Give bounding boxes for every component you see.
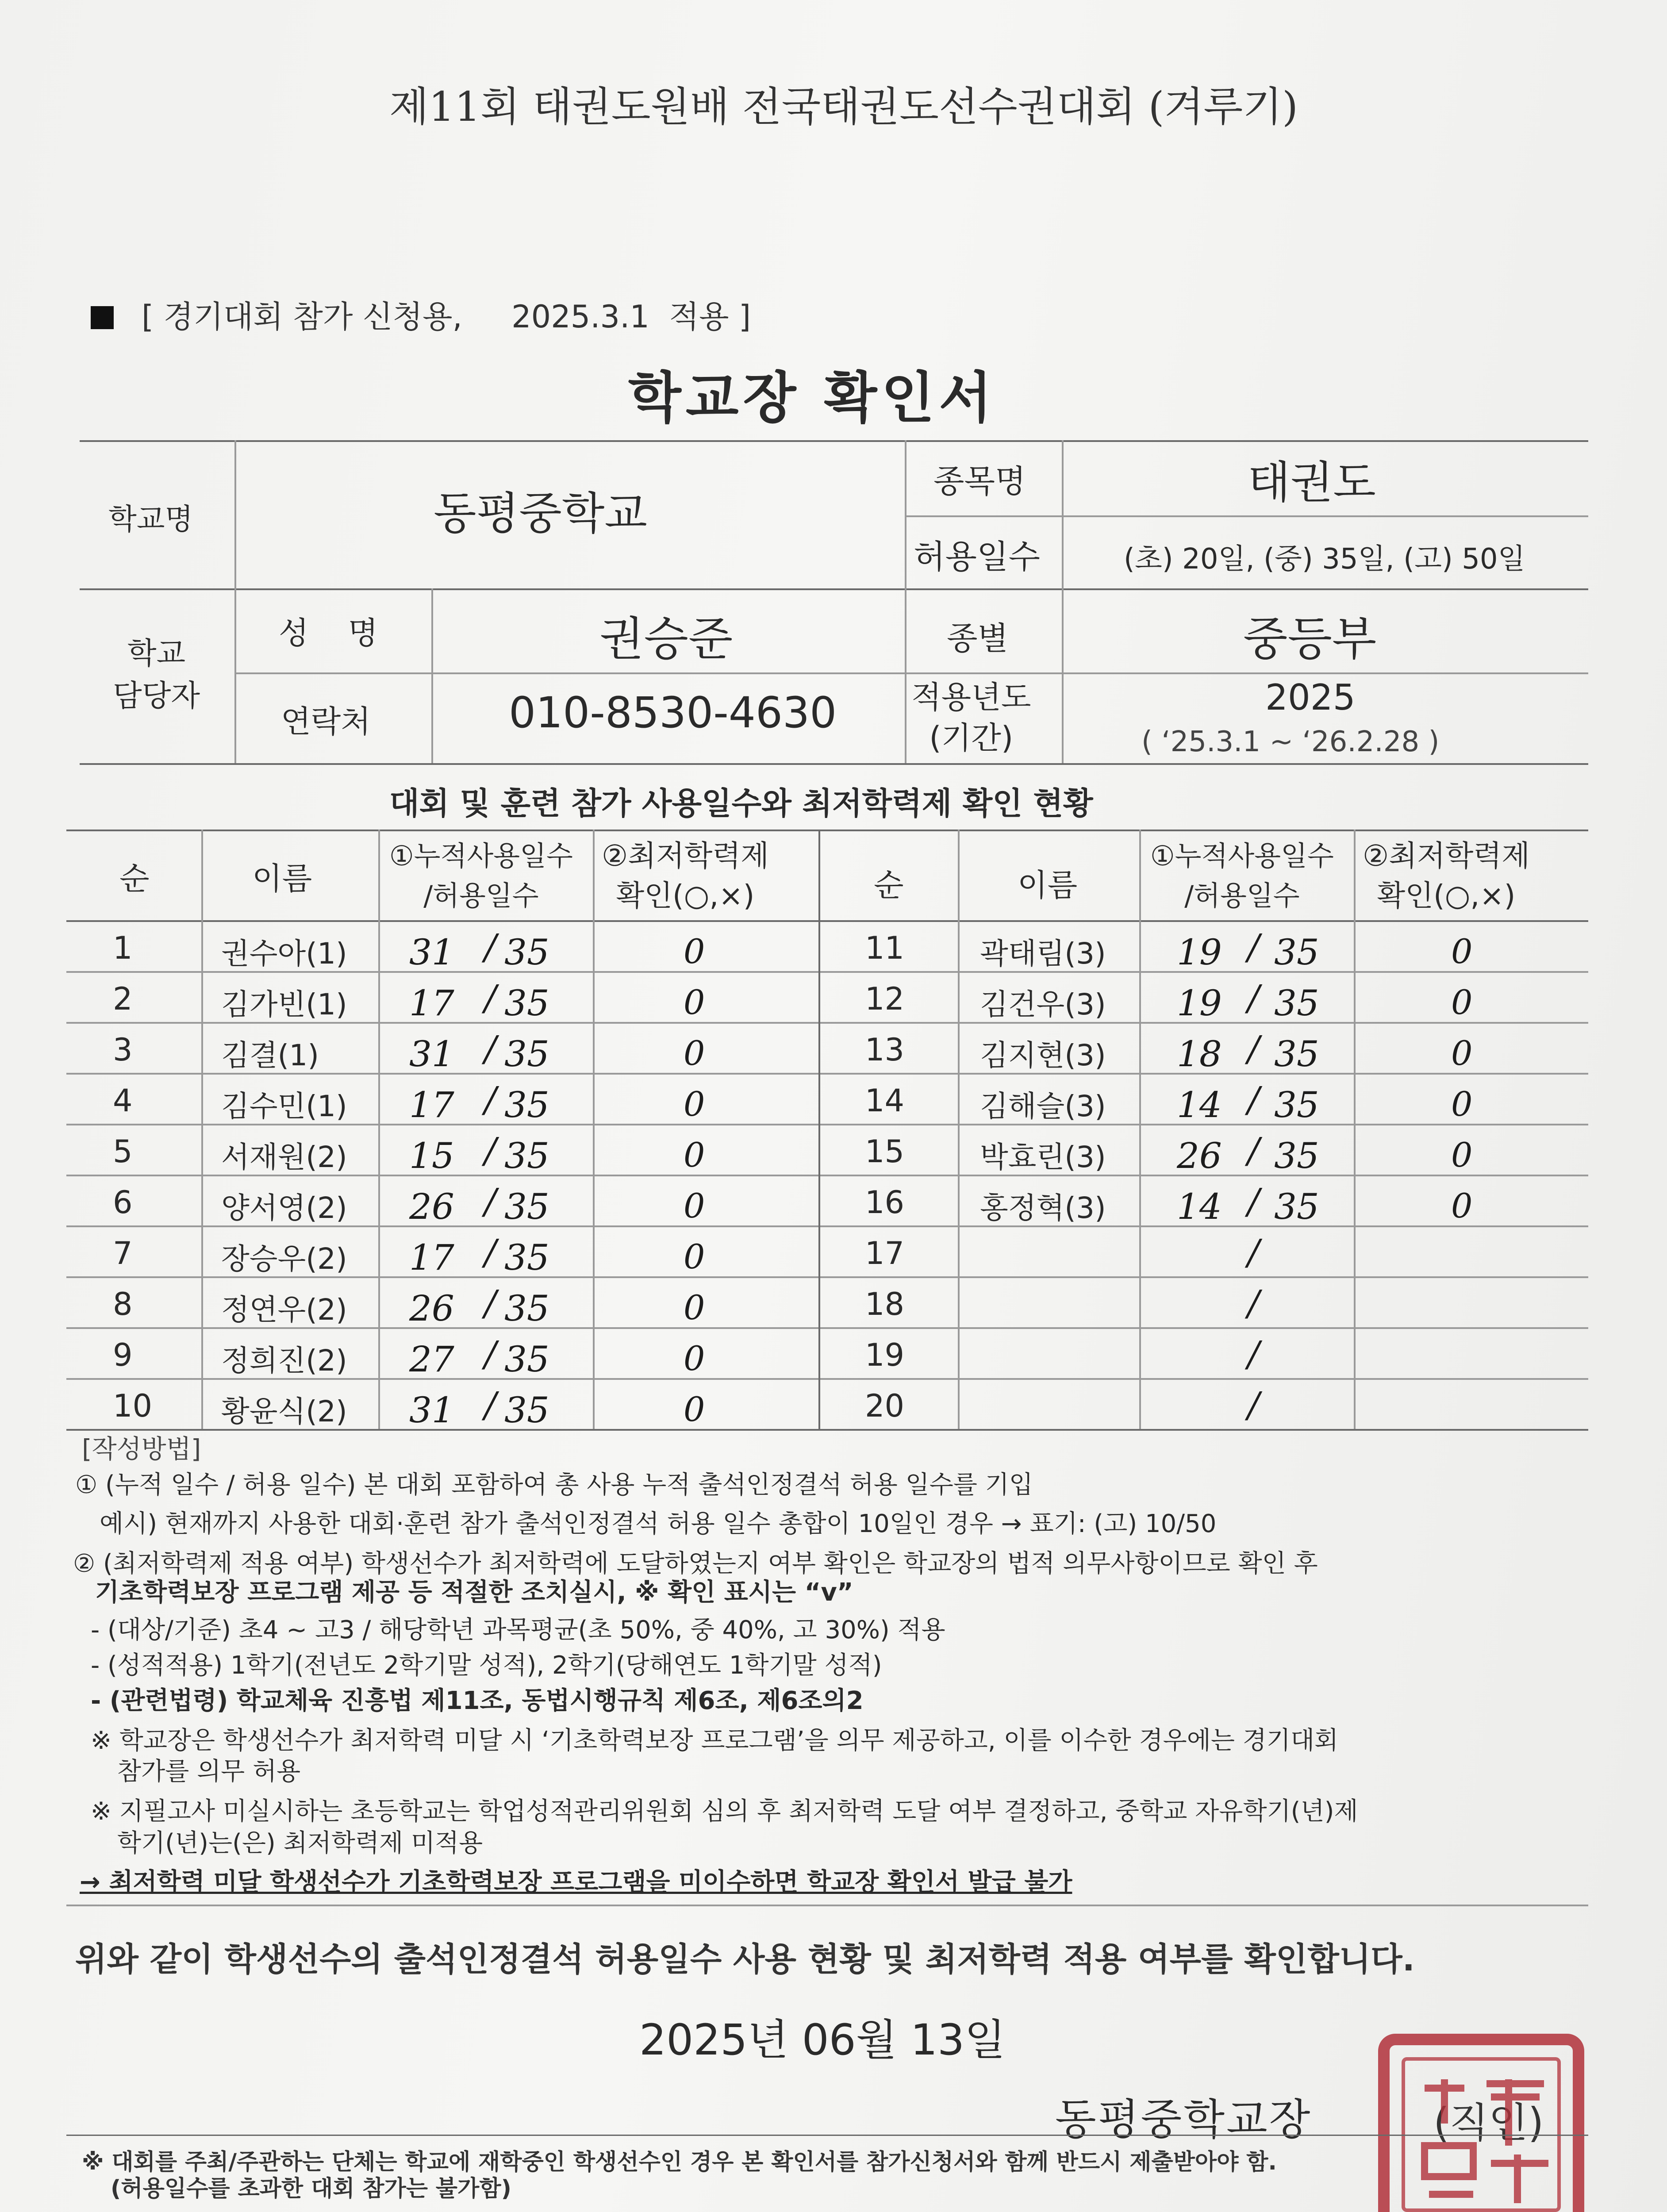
event-value: 태권도 <box>1248 457 1376 508</box>
form-note: [ 경기대회 참가 신청용, 2025.3.1 적용 ] <box>142 299 751 335</box>
min-academic-check: 0 <box>684 1033 705 1073</box>
confirmation-statement: 위와 같이 학생선수의 출석인정결석 허용일수 사용 현황 및 최저학력 적용 여부를 확인합니다. <box>75 1940 1415 1978</box>
table-col-rule <box>378 830 380 1429</box>
row-number: 2 <box>113 981 133 1017</box>
used-days: 26 <box>1177 1135 1222 1176</box>
row-number: 5 <box>113 1133 133 1170</box>
col-header-days-line-1: ①누적사용일수 <box>1150 840 1334 872</box>
allowed-days: 35 <box>504 1186 549 1227</box>
used-days: 19 <box>1177 932 1222 973</box>
allowed-days: 35 <box>504 1084 549 1125</box>
slash-separator: / <box>484 1079 496 1120</box>
col-header-no: 순 <box>119 860 150 897</box>
used-days: 19 <box>1177 983 1222 1024</box>
row-number: 17 <box>865 1235 905 1271</box>
col-header-name: 이름 <box>1018 867 1078 903</box>
student-name: 김지현(3) <box>980 1038 1106 1072</box>
school-seal-stamp <box>1376 2031 1588 2212</box>
instruction-line: 예시) 현재까지 사용한 대회·훈련 참가 출석인정결석 허용 일수 총합이 10일인 경우 → 표기: (고) 10/50 <box>100 1509 1217 1538</box>
used-days: 14 <box>1177 1186 1222 1227</box>
row-number: 4 <box>113 1083 133 1119</box>
slash-separator: / <box>1248 977 1260 1018</box>
instruction-line: → 최저학력 미달 학생선수가 기초학력보장 프로그램을 미이수하면 학교장 확인서 발급 불가 <box>80 1868 1072 1897</box>
allowed-days: 35 <box>504 983 549 1024</box>
col-header-days-line-2: /허용일수 <box>1184 879 1300 912</box>
min-academic-check: 0 <box>1451 1135 1473 1175</box>
table-col-rule <box>593 830 595 1429</box>
student-name: 권수아(1) <box>221 937 347 971</box>
min-academic-check: 0 <box>684 983 705 1022</box>
allowed-days: 35 <box>1274 1135 1319 1176</box>
row-number: 11 <box>865 930 905 966</box>
row-number: 10 <box>113 1388 153 1424</box>
col-header-check <box>1363 836 1530 916</box>
used-days: 18 <box>1177 1033 1222 1075</box>
student-name: 김해슬(3) <box>980 1089 1106 1123</box>
school-label: 학교명 <box>108 502 193 536</box>
instruction-line: ※ 학교장은 학생선수가 최저학력 미달 시 ‘기초학력보장 프로그램’을 의무 제공하고, 이를 이수한 경우에는 경기대회 <box>91 1726 1339 1755</box>
table-caption: 대회 및 훈련 참가 사용일수와 최저학력제 확인 현황 <box>389 785 1093 822</box>
used-days: 17 <box>409 983 454 1024</box>
info-rule <box>80 588 1588 590</box>
slash-separator: / <box>1248 926 1260 968</box>
min-academic-check: 0 <box>684 1084 705 1124</box>
table-col-rule <box>1354 830 1356 1429</box>
col-header-days <box>389 836 573 916</box>
min-academic-check: 0 <box>1451 932 1473 971</box>
slash-separator: / <box>1248 1130 1260 1171</box>
footer-note-1: ※ 대회를 주최/주관하는 단체는 학교에 재학중인 학생선수인 경우 본 확인서를 참가신청서와 함께 반드시 제출받아야 함. <box>82 2149 1277 2175</box>
allowed-days: 35 <box>504 932 549 973</box>
used-days: 15 <box>409 1135 454 1176</box>
col-header-check-line-1: ②최저학력제 <box>1363 839 1530 873</box>
year-label-line-2: (기간) <box>929 720 1014 756</box>
allowed-days-label: 허용일수 <box>914 538 1040 576</box>
confirmation-date: 2025년 06월 13일 <box>639 2015 1006 2065</box>
used-days: 26 <box>409 1186 454 1227</box>
row-number: 3 <box>113 1032 133 1068</box>
bullet-square-icon <box>91 306 114 329</box>
footer-note-2: (허용일수를 초과한 대회 참가는 불가함) <box>111 2176 511 2202</box>
allowed-days: 35 <box>1274 983 1319 1024</box>
instruction-line: 학기(년)는(은) 최저학력제 미적용 <box>117 1829 483 1858</box>
row-number: 19 <box>865 1337 905 1373</box>
instruction-line: ① (누적 일수 / 허용 일수) 본 대회 포함하여 총 사용 누적 출석인정결석 허용 일수를 기입 <box>75 1471 1033 1499</box>
col-header-check-line-2: 확인(○,×) <box>1377 879 1516 913</box>
principal-signer: 동평중학교장 <box>1055 2095 1312 2144</box>
slash-separator: / <box>1248 1181 1260 1222</box>
instruction-line: ※ 지필고사 미실시하는 초등학교는 학업성적관리위원회 심의 후 최저학력 도달 여부 결정하고, 중학교 자유학기(년)제 <box>91 1797 1358 1826</box>
row-number: 7 <box>113 1235 133 1271</box>
student-name: 김수민(1) <box>221 1089 347 1123</box>
year-label-line-1: 적용년도 <box>911 679 1031 715</box>
allowed-days-value: (초) 20일, (중) 35일, (고) 50일 <box>1124 543 1525 576</box>
slash-separator: / <box>484 926 496 968</box>
info-rule <box>905 515 1588 517</box>
table-header-rule <box>66 920 1588 922</box>
slash-separator: / <box>484 1130 496 1171</box>
info-rule <box>234 672 1588 674</box>
info-rule <box>1062 440 1064 763</box>
instruction-line: ② (최저학력제 적용 여부) 학생선수가 최저학력에 도달하였는지 여부 확인은 학교장의 법적 의무사항이므로 확인 후 <box>73 1549 1318 1578</box>
min-academic-check: 0 <box>684 1237 705 1276</box>
min-academic-check: 0 <box>1451 983 1473 1022</box>
allowed-days: 35 <box>1274 932 1319 973</box>
student-name: 곽태림(3) <box>980 937 1106 971</box>
student-name: 정연우(2) <box>221 1293 347 1327</box>
instruction-line: - (성적적용) 1학기(전년도 2학기말 성적), 2학기(당해연도 1학기말 성적) <box>91 1651 882 1680</box>
slash-separator: / <box>1248 1028 1260 1069</box>
allowed-days: 35 <box>504 1288 549 1329</box>
seal-glyph-stroke <box>1425 2079 1548 2203</box>
col-header-days <box>1150 836 1334 916</box>
contact-label: 연락처 <box>281 703 371 740</box>
slash-separator: / <box>484 1283 496 1324</box>
name-label: 성 명 <box>279 615 378 651</box>
category-label: 종별 <box>947 620 1009 657</box>
table-col-rule <box>1139 830 1141 1429</box>
slash-separator: / <box>1248 1384 1260 1425</box>
col-header-check <box>602 836 769 916</box>
min-academic-check: 0 <box>684 1186 705 1225</box>
allowed-days: 35 <box>1274 1033 1319 1075</box>
instruction-line: 기초학력보장 프로그램 제공 등 적절한 조치실시, ※ 확인 표시는 “v” <box>95 1578 853 1607</box>
event-label: 종목명 <box>933 463 1026 500</box>
row-number: 8 <box>113 1286 133 1322</box>
contact-value: 010-8530-4630 <box>509 688 837 737</box>
used-days: 26 <box>409 1288 454 1329</box>
used-days: 31 <box>409 1033 454 1075</box>
slash-separator: / <box>1248 1333 1260 1375</box>
instructions-bottom-rule <box>66 1905 1588 1906</box>
row-number: 16 <box>865 1184 905 1221</box>
staff-label-line-2: 담당자 <box>113 679 200 714</box>
allowed-days: 35 <box>504 1033 549 1075</box>
col-header-days-line-2: /허용일수 <box>423 879 539 912</box>
info-rule <box>234 440 236 763</box>
row-number: 9 <box>113 1337 133 1373</box>
seal-label: (직인) <box>1433 2099 1544 2147</box>
staff-label-line-1: 학교 <box>127 636 186 671</box>
info-rule <box>905 440 906 763</box>
allowed-days: 35 <box>1274 1084 1319 1125</box>
year-value: 2025 <box>1265 677 1356 718</box>
allowed-days: 35 <box>504 1339 549 1380</box>
used-days: 14 <box>1177 1084 1222 1125</box>
info-table-top-rule <box>80 440 1588 442</box>
min-academic-check: 0 <box>684 932 705 971</box>
instructions-heading: [작성방법] <box>82 1434 201 1464</box>
allowed-days: 35 <box>504 1135 549 1176</box>
slash-separator: / <box>484 1181 496 1222</box>
instruction-line: 참가를 의무 허용 <box>117 1757 301 1786</box>
row-number: 15 <box>865 1133 905 1170</box>
year-label <box>911 677 1031 758</box>
allowed-days: 35 <box>1274 1186 1319 1227</box>
slash-separator: / <box>484 1384 496 1425</box>
document-title: 학교장 확인서 <box>628 366 996 430</box>
slash-separator: / <box>484 1232 496 1273</box>
row-number: 20 <box>865 1388 905 1424</box>
instruction-line: - (대상/기준) 초4 ~ 고3 / 해당학년 과목평균(초 50%, 중 40%, 고 30%) 적용 <box>91 1616 945 1644</box>
min-academic-check: 0 <box>684 1135 705 1175</box>
min-academic-check: 0 <box>684 1339 705 1378</box>
student-name: 김건우(3) <box>980 987 1106 1022</box>
allowed-days: 35 <box>504 1237 549 1278</box>
min-academic-check: 0 <box>1451 1033 1473 1073</box>
used-days: 31 <box>409 932 454 973</box>
student-name: 박효린(3) <box>980 1140 1106 1174</box>
student-name: 홍정혁(3) <box>980 1191 1106 1225</box>
footer-rule <box>66 2135 1588 2136</box>
seal-outer-border <box>1384 2039 1579 2212</box>
staff-label <box>113 633 200 718</box>
table-center-rule <box>818 830 820 1429</box>
used-days: 31 <box>409 1390 454 1431</box>
table-top-rule <box>66 830 1588 831</box>
student-name: 양서영(2) <box>221 1191 347 1225</box>
used-days: 17 <box>409 1237 454 1278</box>
slash-separator: / <box>1248 1232 1260 1273</box>
period-value: ( ‘25.3.1 ~ ‘26.2.28 ) <box>1141 726 1440 758</box>
instruction-line: - (관련법령) 학교체육 진흥법 제11조, 동법시행규칙 제6조, 제6조의2 <box>91 1686 864 1715</box>
table-col-rule <box>201 830 203 1429</box>
student-name: 정희진(2) <box>221 1344 347 1378</box>
slash-separator: / <box>484 1028 496 1069</box>
name-value: 권승준 <box>599 612 733 666</box>
competition-title: 제11회 태권도원배 전국태권도선수권대회 (겨루기) <box>389 83 1298 131</box>
info-rule <box>431 588 433 763</box>
min-academic-check: 0 <box>1451 1084 1473 1124</box>
col-header-check-line-1: ②최저학력제 <box>602 839 769 873</box>
slash-separator: / <box>484 977 496 1018</box>
row-number: 12 <box>865 981 905 1017</box>
table-col-rule <box>958 830 960 1429</box>
row-number: 1 <box>113 930 133 966</box>
row-number: 13 <box>865 1032 905 1068</box>
slash-separator: / <box>1248 1283 1260 1324</box>
row-number: 14 <box>865 1083 905 1119</box>
row-number: 6 <box>113 1184 133 1221</box>
row-number: 18 <box>865 1286 905 1322</box>
used-days: 27 <box>409 1339 454 1380</box>
school-value: 동평중학교 <box>434 488 647 539</box>
student-name: 서재원(2) <box>221 1140 347 1174</box>
allowed-days: 35 <box>504 1390 549 1431</box>
student-name: 김가빈(1) <box>221 987 347 1022</box>
student-name: 장승우(2) <box>221 1242 347 1276</box>
min-academic-check: 0 <box>684 1288 705 1327</box>
student-name: 황윤식(2) <box>221 1394 347 1429</box>
col-header-check-line-2: 확인(○,×) <box>616 879 755 913</box>
used-days: 17 <box>409 1084 454 1125</box>
student-name: 김결(1) <box>221 1038 319 1072</box>
min-academic-check: 0 <box>1451 1186 1473 1225</box>
col-header-name: 이름 <box>252 860 312 897</box>
slash-separator: / <box>1248 1079 1260 1120</box>
min-academic-check: 0 <box>684 1390 705 1429</box>
col-header-no: 순 <box>874 867 904 903</box>
slash-separator: / <box>484 1333 496 1375</box>
col-header-days-line-1: ①누적사용일수 <box>389 840 573 872</box>
info-rule <box>80 763 1588 765</box>
category-value: 중등부 <box>1243 612 1377 666</box>
